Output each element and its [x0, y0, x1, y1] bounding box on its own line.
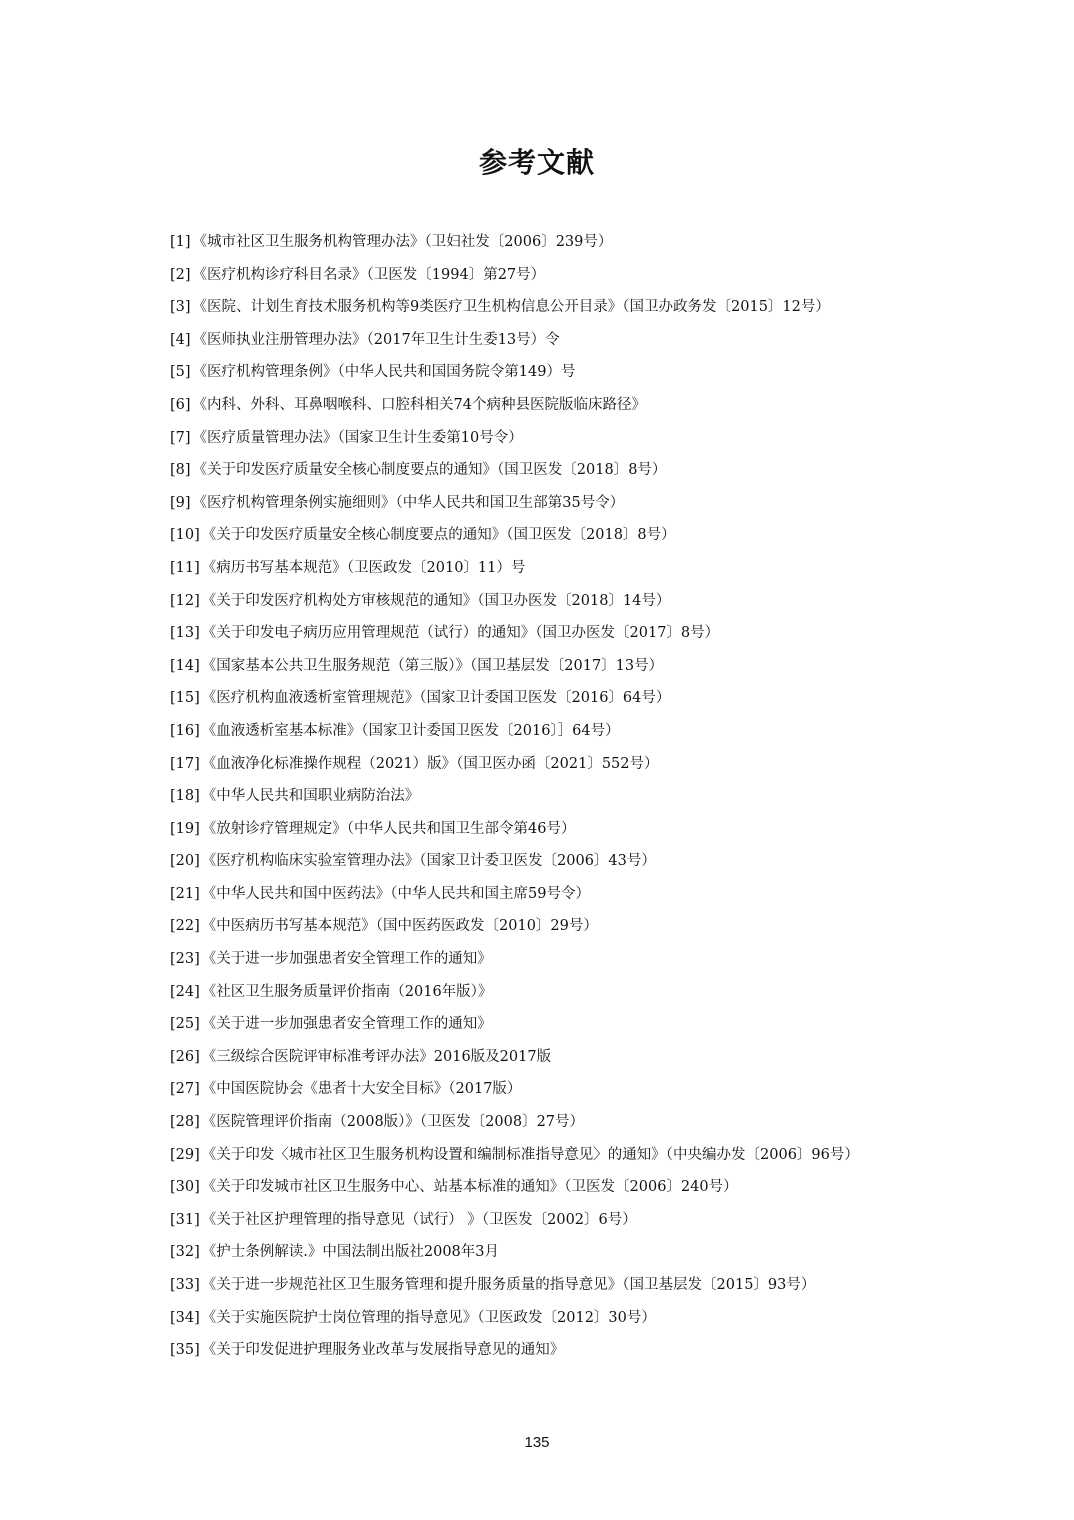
page-number: 135 — [524, 1434, 550, 1451]
reference-number: [32] — [170, 1244, 200, 1261]
reference-text: 《医疗机构管理条例实施细则》（中华人民共和国卫生部第35号令） — [192, 494, 625, 511]
reference-number: [27] — [170, 1081, 200, 1098]
reference-item — [170, 976, 930, 1009]
reference-text: 《医疗机构临床实验室管理办法》（国家卫计委卫医发〔2006〕43号） — [201, 853, 656, 870]
reference-text: 《病历书写基本规范》（卫医政发〔2010〕11）号 — [201, 559, 526, 576]
reference-text: 《医疗机构血液透析室管理规范》（国家卫计委国卫医发〔2016〕64号） — [201, 690, 671, 707]
reference-item — [170, 291, 930, 324]
reference-item — [170, 1008, 930, 1041]
reference-text: 《医疗机构管理条例》（中华人民共和国国务院令第149）号 — [192, 364, 576, 381]
reference-number: [25] — [170, 1016, 200, 1033]
reference-text: 《关于印发电子病历应用管理规范（试行）的通知》（国卫办医发〔2017〕8号） — [201, 625, 720, 642]
reference-number: [18] — [170, 788, 200, 805]
reference-number: [24] — [170, 983, 200, 1000]
reference-text: 《关于社区护理管理的指导意见（试行） 》（卫医发〔2002〕6号） — [201, 1211, 637, 1228]
reference-number: [8] — [170, 462, 191, 479]
reference-item — [170, 259, 930, 292]
reference-item — [170, 845, 930, 878]
reference-text: 《血液净化标准操作规程（2021）版》（国卫医办函〔2021〕552号） — [201, 755, 659, 772]
reference-text: 《内科、外科、耳鼻咽喉科、口腔科相关74个病种县医院版临床路径》 — [192, 396, 646, 413]
reference-text: 《关于进一步规范社区卫生服务管理和提升服务质量的指导意见》（国卫基层发〔2015〕93号） — [201, 1277, 816, 1293]
reference-number: [15] — [170, 690, 200, 707]
reference-text: 《中华人民共和国中医药法》（中华人民共和国主席59号令） — [201, 885, 590, 902]
reference-item — [170, 910, 930, 943]
reference-item — [170, 389, 930, 422]
reference-item — [170, 1041, 930, 1074]
reference-text: 《关于印发城市社区卫生服务中心、站基本标准的通知》（卫医发〔2006〕240号） — [201, 1179, 738, 1196]
reference-text: 《关于实施医院护士岗位管理的指导意见》（卫医政发〔2012〕30号） — [201, 1309, 656, 1326]
reference-item — [170, 1073, 930, 1106]
reference-text: 《关于印发医疗质量安全核心制度要点的通知》（国卫医发〔2018〕8号） — [192, 462, 667, 479]
reference-number: [29] — [170, 1146, 200, 1163]
reference-text: 《放射诊疗管理规定》（中华人民共和国卫生部令第46号） — [201, 820, 576, 837]
reference-number: [2] — [170, 266, 191, 283]
reference-number: [35] — [170, 1342, 200, 1359]
reference-text: 《关于印发〈城市社区卫生服务机构设置和编制标准指导意见〉的通知》（中央编办发〔2006〕96号） — [201, 1146, 859, 1163]
reference-text: 《城市社区卫生服务机构管理办法》（卫妇社发〔2006〕239号） — [192, 234, 613, 250]
reference-item — [170, 585, 930, 618]
reference-number: [13] — [170, 625, 200, 642]
reference-number: [26] — [170, 1048, 200, 1065]
reference-item — [170, 226, 930, 259]
reference-number: [21] — [170, 885, 200, 902]
reference-item — [170, 715, 930, 748]
reference-item — [170, 454, 930, 487]
reference-text: 《医疗机构诊疗科目名录》（卫医发〔1994〕第27号） — [192, 266, 546, 283]
reference-number: [14] — [170, 657, 200, 674]
reference-text: 《国家基本公共卫生服务规范（第三版）》（国卫基层发〔2017〕13号） — [201, 657, 664, 674]
reference-text: 《关于进一步加强患者安全管理工作的通知》 — [201, 1016, 492, 1033]
reference-item — [170, 1302, 930, 1335]
reference-item — [170, 650, 930, 683]
reference-text: 《医院、计划生育技术服务机构等9类医疗卫生机构信息公开目录》（国卫办政务发〔2015〕12号） — [192, 299, 830, 316]
reference-item — [170, 748, 930, 781]
reference-text: 《血液透析室基本标准》（国家卫计委国卫医发〔2016〕］64号） — [201, 722, 620, 739]
reference-text: 《中医病历书写基本规范》（国中医药医政发〔2010〕29号） — [201, 918, 598, 935]
reference-number: [1] — [170, 234, 191, 250]
reference-item — [170, 1236, 930, 1269]
reference-item — [170, 943, 930, 976]
reference-item — [170, 878, 930, 911]
reference-number: [30] — [170, 1179, 200, 1196]
reference-number: [5] — [170, 364, 191, 381]
reference-item — [170, 1269, 930, 1302]
reference-item — [170, 487, 930, 520]
reference-number: [17] — [170, 755, 200, 772]
reference-number: [23] — [170, 951, 200, 968]
reference-item — [170, 813, 930, 846]
reference-number: [34] — [170, 1309, 200, 1326]
reference-number: [19] — [170, 820, 200, 837]
page-title: 参考文献 — [478, 145, 595, 179]
reference-number: [10] — [170, 527, 200, 544]
reference-item — [170, 617, 930, 650]
reference-item — [170, 780, 930, 813]
reference-text: 《三级综合医院评审标准考评办法》2016版及2017版 — [201, 1048, 552, 1065]
reference-item — [170, 1106, 930, 1139]
reference-item — [170, 1204, 930, 1237]
reference-number: [7] — [170, 429, 191, 446]
reference-text: 《护士条例解读.》中国法制出版社2008年3月 — [201, 1244, 499, 1261]
reference-number: [33] — [170, 1277, 200, 1293]
reference-list — [170, 226, 930, 1367]
reference-text: 《关于印发医疗机构处方审核规范的通知》（国卫办医发〔2018〕14号） — [201, 592, 671, 609]
reference-item — [170, 519, 930, 552]
reference-number: [20] — [170, 853, 200, 870]
reference-item — [170, 422, 930, 455]
reference-number: [22] — [170, 918, 200, 935]
reference-text: 《关于进一步加强患者安全管理工作的通知》 — [201, 951, 492, 968]
reference-item — [170, 1139, 930, 1172]
reference-item — [170, 682, 930, 715]
reference-item — [170, 1334, 930, 1367]
reference-number: [31] — [170, 1211, 200, 1228]
reference-item — [170, 1171, 930, 1204]
reference-number: [12] — [170, 592, 200, 609]
reference-text: 《医师执业注册管理办法》（2017年卫生计生委13号）令 — [192, 331, 560, 348]
reference-text: 《医疗质量管理办法》（国家卫生计生委第10号令） — [192, 429, 523, 446]
reference-text: 《关于印发促进护理服务业改革与发展指导意见的通知》 — [201, 1342, 565, 1359]
reference-text: 《中国医院协会《患者十大安全目标》（2017版） — [201, 1081, 522, 1098]
reference-number: [11] — [170, 559, 200, 576]
reference-number: [28] — [170, 1114, 200, 1131]
reference-number: [9] — [170, 494, 191, 511]
reference-text: 《关于印发医疗质量安全核心制度要点的通知》（国卫医发〔2018〕8号） — [201, 527, 676, 544]
reference-item — [170, 324, 930, 357]
reference-number: [4] — [170, 331, 191, 348]
reference-text: 《社区卫生服务质量评价指南（2016年版）》 — [201, 983, 493, 1000]
reference-text: 《医院管理评价指南（2008版）》（卫医发〔2008〕27号） — [201, 1114, 585, 1131]
reference-text: 《中华人民共和国职业病防治法》 — [201, 788, 420, 805]
reference-item — [170, 552, 930, 585]
reference-number: [16] — [170, 722, 200, 739]
reference-item — [170, 356, 930, 389]
reference-number: [6] — [170, 396, 191, 413]
reference-number: [3] — [170, 299, 191, 316]
